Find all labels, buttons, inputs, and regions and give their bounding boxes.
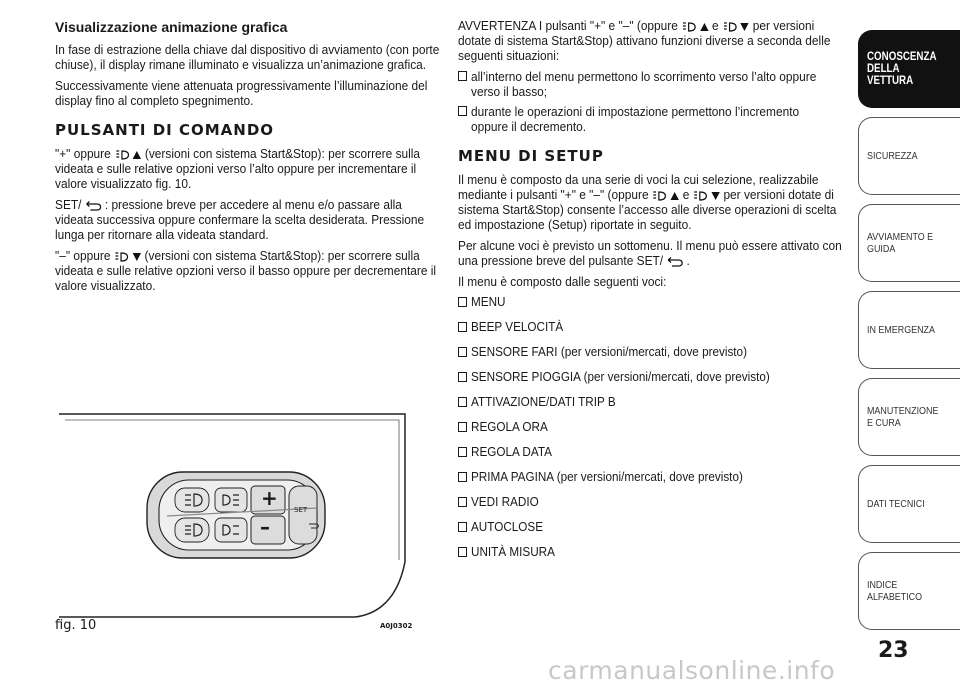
return-arrow-icon <box>85 201 102 211</box>
checkbox-bullet-icon <box>458 71 467 81</box>
list-item: MENU <box>458 295 843 310</box>
checkbox-bullet-icon <box>458 497 467 507</box>
set-prefix: SET/ <box>55 197 82 212</box>
chapter-tabs <box>858 30 960 639</box>
tab-indice-alfabetico[interactable]: INDICE ALFABETICO <box>858 552 960 630</box>
triangle-up-icon <box>699 22 708 32</box>
figure-caption: fig. 10 <box>55 618 97 633</box>
section-title-setup: MENU DI SETUP <box>458 147 604 165</box>
paragraph-setup-2: Per alcune voci è previsto un sottomenu. Il menu può essere attivato con una pressione breve del pulsante SET/ . <box>458 238 842 268</box>
list-item: REGOLA DATA <box>458 445 843 460</box>
tab-dati-tecnici[interactable]: DATI TECNICI <box>858 465 960 543</box>
menu-list <box>458 295 843 560</box>
checkbox-bullet-icon <box>458 106 467 116</box>
list-item: SENSORE PIOGGIA (per versioni/mercati, dove previsto) <box>458 370 843 385</box>
list-item: SENSORE FARI (per versioni/mercati, dove previsto) <box>458 345 843 360</box>
minus-button-label: – <box>260 515 270 539</box>
figure-control-panel <box>55 412 413 632</box>
auto-stop-icon <box>114 149 129 161</box>
list-item: PRIMA PAGINA (per versioni/mercati, dove previsto) <box>458 470 843 485</box>
warning-bullet-1: all’interno del menu permettono lo scorrimento verso l’alto oppure verso il basso; <box>458 69 843 99</box>
set-text: : pressione breve per accedere al menu e/o passare alla videata successiva oppure confermare la scelta desiderata. Pressione lunga per ritornare alla videata standard. <box>55 197 425 242</box>
paragraph-animation-2: Successivamente viene attenuata progressivamente l’illuminazione del display fino al completo spegnimento. <box>55 78 428 108</box>
triangle-up-icon <box>132 150 141 160</box>
warning-mid: e <box>712 18 719 33</box>
triangle-up-icon <box>670 191 679 201</box>
triangle-down-icon <box>740 22 749 32</box>
tab-conoscenza-vettura[interactable]: CONOSCENZA DELLA VETTURA <box>858 30 960 108</box>
checkbox-bullet-icon <box>458 422 467 432</box>
auto-stop-icon <box>681 21 696 33</box>
return-arrow-icon <box>666 257 683 267</box>
right-column <box>458 18 843 570</box>
triangle-down-icon <box>132 252 141 262</box>
figure-code: A0J0302 <box>380 622 413 630</box>
minus-text: (versioni con sistema Start&Stop): per scorrere sulla videata e sulle relative opzioni verso il basso oppure per decrementare il valore visualizzato. <box>55 248 437 293</box>
auto-stop-icon <box>722 21 737 33</box>
paragraph-setup-1: Il menu è composto da una serie di voci la cui selezione, realizzabile mediante i pulsanti "+" e "–" (oppure e per versioni dotate di sistema Start&Stop) consente l’accesso alle diverse operazioni di scelta ed impostazione (Setup) riportate in seguito. <box>458 172 837 232</box>
left-column <box>55 18 440 299</box>
checkbox-bullet-icon <box>458 372 467 382</box>
checkbox-bullet-icon <box>458 397 467 407</box>
warning-suffix: per versioni dotate di sistema Start&Stop) attivano funzioni diverse a seconda delle seguenti situazioni: <box>458 18 831 63</box>
warning-prefix: AVVERTENZA I pulsanti "+" e "–" (oppure <box>458 18 678 33</box>
checkbox-bullet-icon <box>458 472 467 482</box>
checkbox-bullet-icon <box>458 347 467 357</box>
list-item: VEDI RADIO <box>458 495 843 510</box>
tab-sicurezza[interactable]: SICUREZZA <box>858 117 960 195</box>
list-item: ATTIVAZIONE/DATI TRIP B <box>458 395 843 410</box>
list-item: BEEP VELOCITÀ <box>458 320 843 335</box>
paragraph-plus <box>55 146 442 191</box>
list-item: REGOLA ORA <box>458 420 843 435</box>
auto-stop-icon <box>652 190 667 202</box>
triangle-down-icon <box>711 191 720 201</box>
set-button-label: SET <box>294 506 308 514</box>
paragraph-set <box>55 197 442 242</box>
section-title-pulsanti: PULSANTI DI COMANDO <box>55 121 275 139</box>
page-number: 23 <box>878 638 909 663</box>
checkbox-bullet-icon <box>458 522 467 532</box>
tab-in-emergenza[interactable]: IN EMERGENZA <box>858 291 960 369</box>
list-item: UNITÀ MISURA <box>458 545 843 560</box>
paragraph-setup-3: Il menu è composto dalle seguenti voci: <box>458 274 667 289</box>
auto-stop-icon <box>114 251 129 263</box>
checkbox-bullet-icon <box>458 297 467 307</box>
paragraph-warning <box>458 18 845 63</box>
tab-manutenzione-cura[interactable]: MANUTENZIONE E CURA <box>858 378 960 456</box>
tab-avviamento-guida[interactable]: AVVIAMENTO E GUIDA <box>858 204 960 282</box>
checkbox-bullet-icon <box>458 322 467 332</box>
plus-text: (versioni con sistema Start&Stop): per scorrere sulla videata e sulle relative opzioni verso l’alto oppure per incrementare il valore visualizzato fig. 10. <box>55 146 421 191</box>
subsection-title: Visualizzazione animazione grafica <box>55 19 288 35</box>
plus-button-label: + <box>261 486 278 510</box>
checkbox-bullet-icon <box>458 547 467 557</box>
warning-bullet-2: durante le operazioni di impostazione permettono l’incremento oppure il decremento. <box>458 104 843 134</box>
checkbox-bullet-icon <box>458 447 467 457</box>
plus-prefix: "+" oppure <box>55 146 111 161</box>
paragraph-animation-1: In fase di estrazione della chiave dal dispositivo di avviamento (con porte chiuse), il display rimane illuminato e visualizza un’animazione grafica. <box>55 42 440 72</box>
list-item: AUTOCLOSE <box>458 520 843 535</box>
minus-prefix: "–" oppure <box>55 248 111 263</box>
auto-stop-icon <box>693 190 708 202</box>
paragraph-minus <box>55 248 442 293</box>
watermark: carmanualsonline.info <box>548 656 836 685</box>
